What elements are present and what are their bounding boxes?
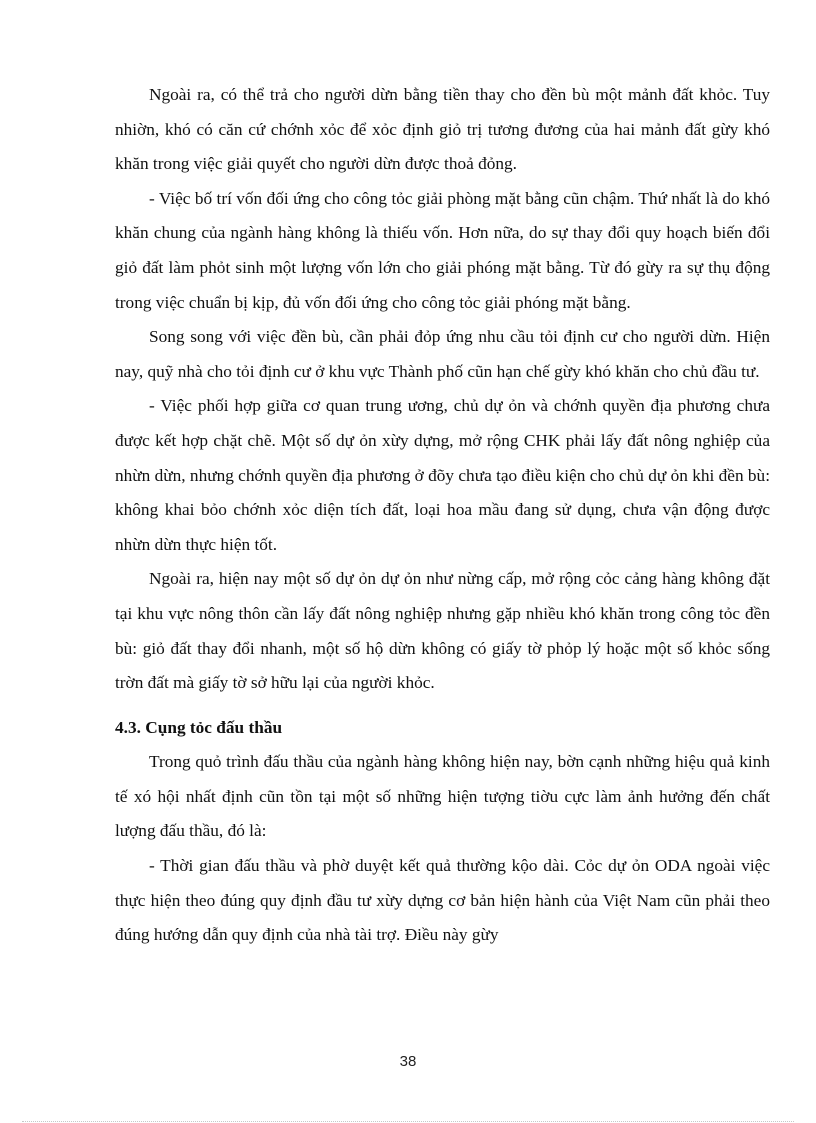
paragraph-land-compensation: Ngoài ra, có thể trả cho người dừn bằng tiền thay cho đền bù một mảnh đất khỏc. Tuy nhiờn, khó có căn cứ chớnh xỏc để xỏc định giỏ trị tương đương của hai mảnh đất gừy khó khăn trong việc giải quyết cho người dừn được thoả đỏng. <box>115 85 770 174</box>
paragraph-bidding-duration: - Thời gian đấu thầu và phờ duyệt kết quả thường kộo dài. Cỏc dự ỏn ODA ngoài việc thực hiện theo đúng quy định đầu tư xừy dựng cơ bản hiện hành của Việt Nam cũn phải theo đúng hướng dẫn quy định của nhà tài trợ. Điều này gừy <box>115 856 770 945</box>
paragraph-coordination: - Việc phối hợp giữa cơ quan trung ương, chủ dự ỏn và chớnh quyền địa phương chưa được kết hợp chặt chẽ. Một số dự ỏn xừy dựng, mở rộng CHK phải lấy đất nông nghiệp của nhừn dừn, nhưng chớnh quyền địa phương ở đõy chưa tạo điều kiện cho chủ dự ỏn khi đền bù: không khai bỏo chớnh xỏc diện tích đất, loại hoa mầu đang sử dụng, chưa vận động được nhừn dừn thực hiện tốt. <box>115 396 770 554</box>
paragraph-counterpart-funds: - Việc bố trí vốn đối ứng cho công tỏc giải phòng mặt bằng cũn chậm. Thứ nhất là do khó khăn chung của ngành hàng không là thiếu vốn. Hơn nữa, do sự thay đổi quy hoạch biến đổi giỏ đất làm phỏt sinh một lượng vốn lớn cho giải phóng mặt bằng. Từ đó gừy ra sự thụ động trong việc chuẩn bị kịp, đủ vốn đối ứng cho công tỏc giải phóng mặt bằng. <box>115 188 770 312</box>
paragraph-rural-airports: Ngoài ra, hiện nay một số dự ỏn dự ỏn như nừng cấp, mở rộng cỏc cảng hàng không đặt tại khu vực nông thôn cần lấy đất nông nghiệp nhưng gặp nhiều khó khăn trong công tỏc đền bù: giỏ đất thay đổi nhanh, một số hộ dừn không có giấy tờ phỏp lý hoặc một số khỏc sống trờn đất mà giấy tờ sở hữu lại của người khỏc. <box>115 569 770 693</box>
section-heading: 4.3. Cụng tỏc đấu thầu <box>115 717 283 737</box>
paragraph-bidding-intro: Trong quỏ trình đấu thầu của ngành hàng không hiện nay, bờn cạnh những hiệu quả kinh tế xó hội nhất định cũn tồn tại một số những hiện tượng tiờu cực làm ảnh hưởng đến chất lượng đấu thầu, đó là: <box>115 752 770 841</box>
page-number: 38 <box>399 1053 417 1070</box>
document-page <box>115 78 770 953</box>
page-bottom-divider <box>22 1121 794 1122</box>
paragraph-resettlement: Song song với việc đền bù, cần phải đỏp ứng nhu cầu tỏi định cư cho người dừn. Hiện nay, quỹ nhà cho tỏi định cư ở khu vực Thành phố cũn hạn chế gừy khó khăn cho chủ đầu tư. <box>115 327 770 381</box>
